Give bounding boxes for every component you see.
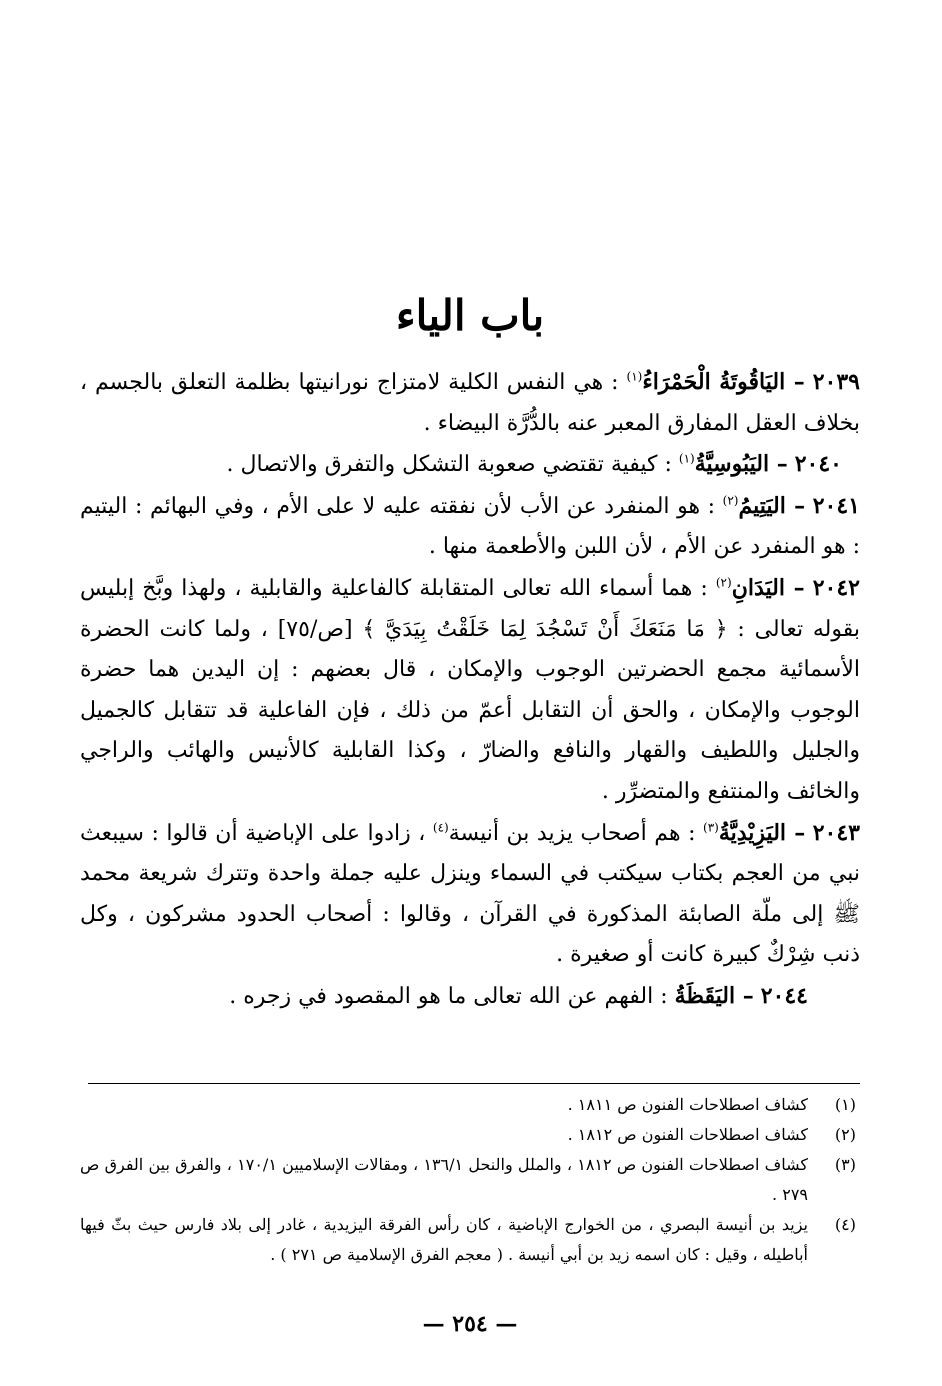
footnote-2 — [80, 1120, 860, 1150]
page-number: — ٢٥٤ — — [422, 1311, 518, 1337]
entry-definition: : كيفية تقتضي صعوبة التشكل والتفرق والاتصال . — [226, 452, 679, 478]
entry-dash: – — [786, 819, 806, 846]
entry-definition: : هم أصحاب يزيد بن أنيسة — [448, 820, 703, 846]
footnote-text: كشاف اصطلاحات الفنون ص ١٨١٢ . — [567, 1125, 808, 1144]
entry-term: اليَقَظَةُ — [674, 982, 736, 1009]
entry-2040 — [80, 444, 860, 486]
entries-list — [80, 362, 860, 1018]
entry-2042 — [80, 568, 860, 813]
entry-term: اليَاقُوتَةُ الْحَمْرَاءُ — [642, 369, 786, 395]
entry-dash: – — [735, 982, 754, 1009]
entry-number: ٢٠٤٠ — [794, 451, 842, 478]
entry-number: ٢٠٤٢ — [812, 574, 860, 601]
entry-term: اليَدَانِ — [731, 574, 785, 601]
footnotes — [80, 1090, 860, 1270]
footnote-number: (٤) — [834, 1215, 856, 1234]
footnote-ref: (٣) — [703, 820, 719, 835]
footnote-3 — [80, 1150, 860, 1210]
footnote-text: يزيد بن أنيسة البصري ، من الخوارج الإباضية ، كان رأس الفرقة اليزيدية ، غادر إلى بلاد فارس حيث بثّ فيها أباطيله ، وقيل : كان اسمه زيد بن أبي أنيسة . ( معجم الفرق الإسلامية ص ٢٧١ ) . — [80, 1215, 808, 1264]
footnote-1 — [80, 1090, 860, 1120]
entry-number: ٢٠٤٤ — [760, 982, 808, 1009]
entry-dash: – — [784, 574, 805, 601]
entry-definition: : هما أسماء الله تعالى المتقابلة كالفاعلية والقابلية ، ولهذا وبَّخ إبليس بقوله تعالى : ﴿ مَا مَنَعَكَ أَنْ تَسْجُدَ لِمَا خَلَقْتُ بِيَدَيَّ ﴾ [ص/٧٥] ، ولما كانت الحضرة الأسمائية مجمع الحضرتين الوجوب والإمكان ، قال بعضهم : إن اليدين هما حضرة الوجوب والإمكان ، والحق أن التقابل أعمّ من ذلك ، فإن الفاعلية قد تتقابل كالجميل والجليل واللطيف والقهار والنافع والضارّ ، وكذا القابلية كالأنيس والهائب والراجي والخائف والمنتفع والمتضرِّر . — [80, 575, 860, 804]
entry-definition: : هو المنفرد عن الأب لأن نفقته عليه لا على الأم ، وفي البهائم : اليتيم : هو المنفرد عن الأم ، لأن اللبن والأطعمة منها . — [80, 493, 860, 560]
footnote-ref: (٤) — [432, 820, 449, 835]
footnote-ref: (٢) — [715, 575, 732, 590]
entry-2041 — [80, 486, 860, 568]
chapter-title: باب الياء — [395, 291, 545, 340]
entry-2044 — [80, 976, 860, 1018]
entry-2043 — [80, 813, 860, 976]
footnote-4 — [80, 1210, 860, 1270]
entry-definition: : الفهم عن الله تعالى ما هو المقصود في زجره . — [229, 983, 675, 1009]
document-page — [80, 0, 860, 1386]
entry-term: اليَتِيمُ — [738, 492, 786, 519]
footnote-text: كشاف اصطلاحات الفنون ص ١٨١١ . — [567, 1095, 808, 1114]
entry-2039 — [80, 362, 860, 444]
footnote-number: (٣) — [834, 1155, 856, 1174]
entry-number: ٢٠٣٩ — [812, 369, 860, 395]
footnote-ref: (٢) — [722, 493, 739, 508]
footnote-text: كشاف اصطلاحات الفنون ص ١٨١٢ ، والملل والنحل ١٣٦/١ ، ومقالات الإسلاميين ١٧٠/١ ، والفرق بين الفرق ص ٢٧٩ . — [80, 1155, 808, 1204]
footnote-ref: (١) — [626, 369, 643, 384]
footnote-ref: (١) — [678, 451, 695, 466]
entry-term: اليَبُوسِيَّةُ — [694, 451, 770, 478]
entry-dash: – — [785, 492, 806, 519]
entry-term: اليَزِيْدِيَّةُ — [718, 819, 787, 846]
footnote-separator — [88, 1083, 860, 1084]
entry-dash: – — [769, 451, 788, 478]
footnote-number: (٢) — [834, 1125, 856, 1144]
entry-dash: – — [785, 369, 805, 395]
footnote-number: (١) — [834, 1095, 856, 1114]
entry-number: ٢٠٤٣ — [812, 819, 860, 846]
entry-number: ٢٠٤١ — [812, 492, 860, 519]
entry-definition: : هي النفس الكلية لامتزاج نورانيتها بظلمة التعلق بالجسم ، بخلاف العقل المفارق المعبر عنه بالدُّرَّة البيضاء . — [80, 370, 860, 436]
entry-definition-cont: ، زادوا على الإباضية أن قالوا : سيبعث نبي من العجم بكتاب سيكتب في السماء وينزل عليه جملة واحدة وتترك شريعة محمد ﷺ إلى ملّة الصابئة المذكورة في القرآن ، وقالوا : أصحاب الحدود مشركون ، وكل ذنب شِرْكٌ كبيرة كانت أو صغيرة . — [80, 820, 860, 968]
